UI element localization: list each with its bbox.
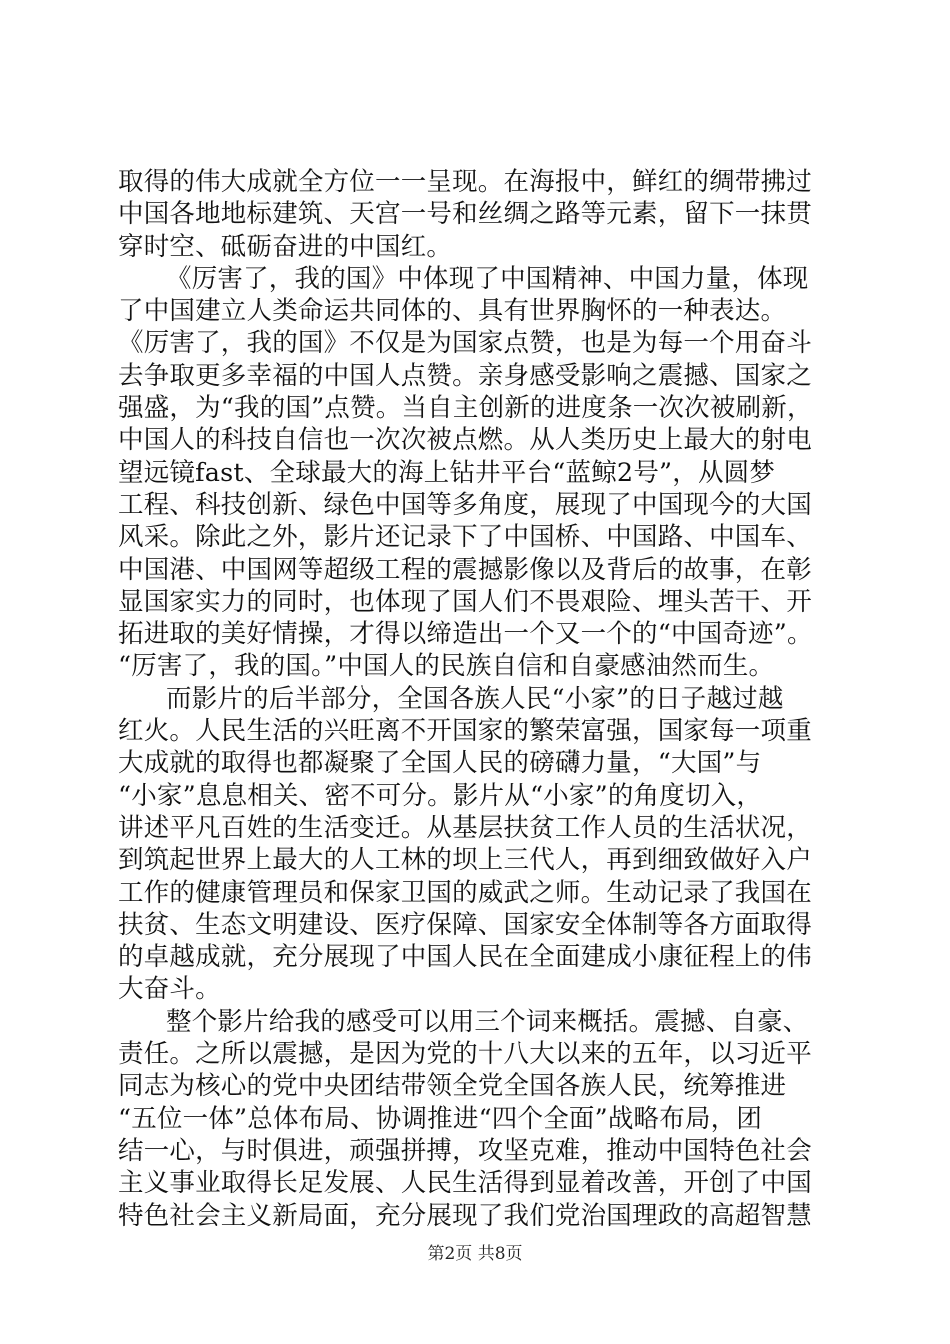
text-line: 去争取更多幸福的中国人点赞。亲身感受影响之震撼、国家之	[118, 360, 812, 391]
text-line: 责任。之所以震撼，是因为党的十八大以来的五年，以习近平	[118, 1039, 812, 1070]
text-line: 《厉害了，我的国》不仅是为国家点赞，也是为每一个用奋斗	[118, 328, 812, 359]
text-line: 穿时空、砥砺奋进的中国红。	[118, 231, 453, 262]
text-line: “五位一体”总体布局、协调推进“四个全面”战略布局，团	[118, 1103, 763, 1134]
text-line: 工作的健康管理员和保家卫国的威武之师。生动记录了我国在	[118, 877, 812, 908]
text-line: 到筑起世界上最大的人工林的坝上三代人，再到细致做好入户	[118, 845, 812, 876]
text-line: “小家”息息相关、密不可分。影片从“小家”的角度切入，	[118, 780, 763, 811]
text-line: 强盛，为“我的国”点赞。当自主创新的进度条一次次被刷新，	[118, 393, 813, 424]
text-line: 望远镜fast、全球最大的海上钻井平台“蓝鲸2号”，从圆梦	[118, 457, 776, 488]
text-line: 扶贫、生态文明建设、医疗保障、国家安全体制等各方面取得	[118, 909, 812, 940]
text-line: 风采。除此之外，影片还记录下了中国桥、中国路、中国车、	[118, 522, 812, 553]
text-line: 中国人的科技自信也一次次被点燃。从人类历史上最大的射电	[118, 425, 812, 456]
text-line: 大奋斗。	[118, 974, 221, 1005]
text-line: 拓进取的美好情操，才得以缔造出一个又一个的“中国奇迹”。	[118, 619, 813, 650]
text-line: 中国各地地标建筑、天宫一号和丝绸之路等元素，留下一抹贯	[118, 199, 812, 230]
text-line: 显国家实力的同时，也体现了国人们不畏艰险、埋头苦干、开	[118, 586, 812, 617]
text-line: 大成就的取得也都凝聚了全国人民的磅礴力量，“大国”与	[118, 748, 762, 779]
text-line: 的卓越成就，充分展现了中国人民在全面建成小康征程上的伟	[118, 942, 812, 973]
text-line: 讲述平凡百姓的生活变迁。从基层扶贫工作人员的生活状况，	[118, 812, 812, 843]
paragraph-start-line: 《厉害了，我的国》中体现了中国精神、中国力量，体现	[166, 263, 809, 294]
text-line: 中国港、中国网等超级工程的震撼影像以及背后的故事，在彰	[118, 554, 812, 585]
text-line: 结一心，与时俱进，顽强拼搏，攻坚克难，推动中国特色社会	[118, 1135, 812, 1166]
text-line: 取得的伟大成就全方位一一呈现。在海报中，鲜红的绸带拂过	[118, 167, 812, 197]
page-number-footer: 第2页 共8页	[427, 1244, 523, 1264]
text-line: 特色社会主义新局面，充分展现了我们党治国理政的高超智慧	[118, 1200, 812, 1231]
text-line: 工程、科技创新、绿色中国等多角度，展现了中国现今的大国	[118, 489, 812, 520]
text-line: 红火。人民生活的兴旺离不开国家的繁荣富强，国家每一项重	[118, 716, 812, 747]
paragraph-start-line: 整个影片给我的感受可以用三个词来概括。震撼、自豪、	[166, 1006, 809, 1037]
text-line: 了中国建立人类命运共同体的、具有世界胸怀的一种表达。	[118, 296, 787, 327]
body-text	[118, 166, 838, 1232]
text-line: 主义事业取得长足发展、人民生活得到显着改善，开创了中国	[118, 1168, 812, 1199]
text-line: 同志为核心的党中央团结带领全党全国各族人民，统筹推进	[118, 1071, 787, 1102]
paragraph-start-line: 而影片的后半部分，全国各族人民“小家”的日子越过越	[166, 683, 784, 714]
text-line: “厉害了，我的国。”中国人的民族自信和自豪感油然而生。	[118, 651, 775, 682]
